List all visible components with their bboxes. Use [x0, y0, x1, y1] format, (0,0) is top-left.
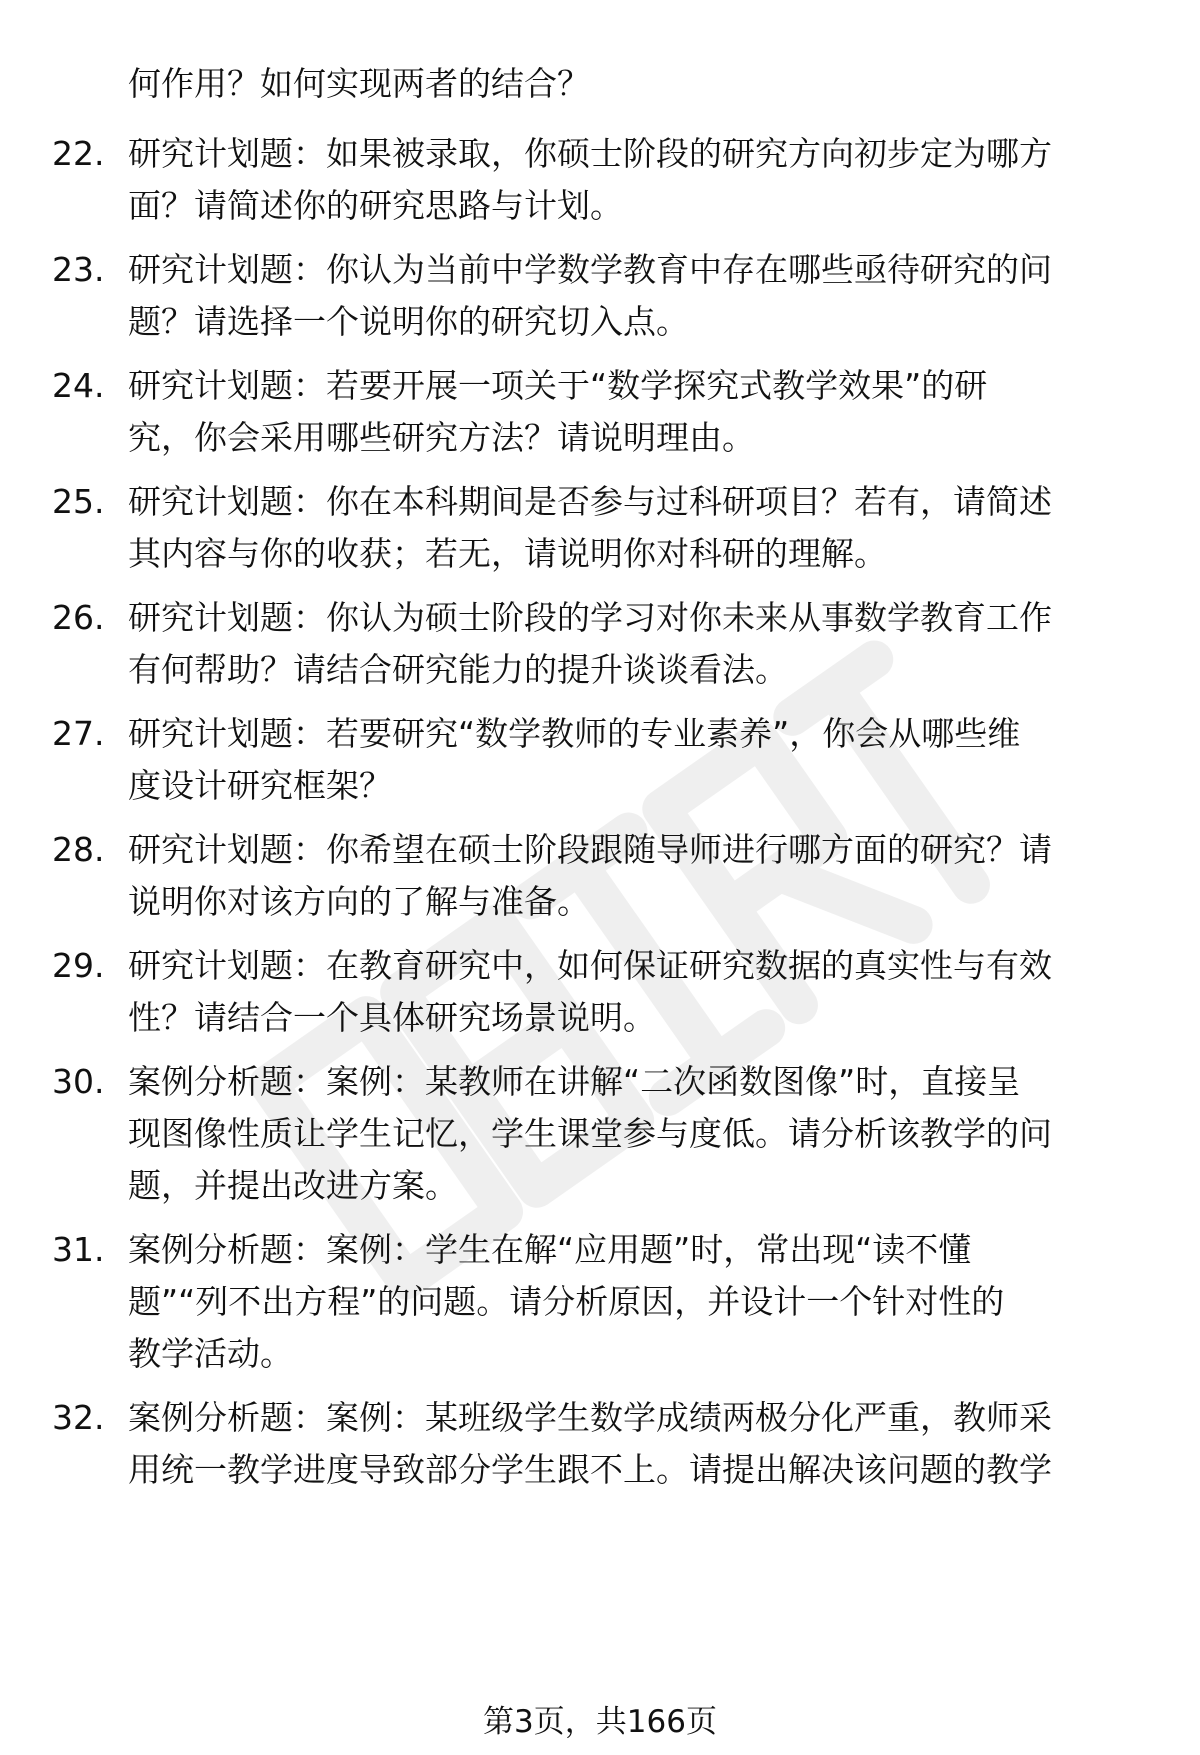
question-line: 案例分析题：案例：学生在解“应用题”时，常出现“读不懂: [128, 1230, 972, 1269]
question-line: 案例分析题：案例：某班级学生数学成绩两极分化严重，教师采: [128, 1398, 1052, 1437]
question-number: 27.: [52, 714, 105, 753]
question-text: [128, 476, 1138, 580]
page-footer: [0, 1702, 1200, 1742]
question-line: 研究计划题：如果被录取，你硕士阶段的研究方向初步定为哪方: [128, 134, 1052, 173]
question-line: 研究计划题：你在本科期间是否参与过科研项目？若有，请简述: [128, 482, 1052, 521]
question-line: 研究计划题：你认为硕士阶段的学习对你未来从事数学教育工作: [128, 598, 1052, 637]
question-line: 说明你对该方向的了解与准备。: [128, 882, 590, 921]
question-number: 26.: [52, 598, 105, 637]
question-text: [128, 1056, 1138, 1212]
question-line: 其内容与你的收获；若无，请说明你对科研的理解。: [128, 534, 887, 573]
question-line: 题，并提出改进方案。: [128, 1166, 458, 1205]
question-number: 32.: [52, 1398, 105, 1437]
question-text: [128, 940, 1138, 1044]
question-line: 研究计划题：在教育研究中，如何保证研究数据的真实性与有效: [128, 946, 1052, 985]
page-number-label: 第3页，共166页: [483, 1704, 717, 1740]
question-number: 25.: [52, 482, 105, 521]
question-line: 度设计研究框架？: [128, 766, 392, 805]
question-text: [128, 360, 1138, 464]
question-text: [128, 128, 1138, 232]
question-text: [128, 1392, 1138, 1496]
question-text: [128, 824, 1138, 928]
question-line: 有何帮助？请结合研究能力的提升谈谈看法。: [128, 650, 788, 689]
question-line: 用统一教学进度导致部分学生跟不上。请提出解决该问题的教学: [128, 1450, 1052, 1489]
question-line: 题”“列不出方程”的问题。请分析原因，并设计一个针对性的: [128, 1282, 1005, 1321]
continued-line: 何作用？如何实现两者的结合？: [128, 64, 590, 103]
question-number: 31.: [52, 1230, 105, 1269]
question-number: 22.: [52, 134, 105, 173]
question-text: [128, 244, 1138, 348]
question-number: 28.: [52, 830, 105, 869]
question-line: 研究计划题：若要开展一项关于“数学探究式教学效果”的研: [128, 366, 988, 405]
question-line: 题？请选择一个说明你的研究切入点。: [128, 302, 689, 341]
question-line: 研究计划题：你认为当前中学数学教育中存在哪些亟待研究的问: [128, 250, 1052, 289]
question-text: [128, 592, 1138, 696]
question-line: 研究计划题：若要研究“数学教师的专业素养”，你会从哪些维: [128, 714, 1021, 753]
question-number: 23.: [52, 250, 105, 289]
question-number: 29.: [52, 946, 105, 985]
question-line: 性？请结合一个具体研究场景说明。: [128, 998, 656, 1037]
question-text: [128, 1224, 1138, 1380]
question-line: 教学活动。: [128, 1334, 293, 1373]
question-line: 研究计划题：你希望在硕士阶段跟随导师进行哪方面的研究？请: [128, 830, 1052, 869]
question-number: 30.: [52, 1062, 105, 1101]
question-line: 案例分析题：案例：某教师在讲解“二次函数图像”时，直接呈: [128, 1062, 1021, 1101]
question-text: [128, 708, 1138, 812]
question-number: 24.: [52, 366, 105, 405]
question-line: 现图像性质让学生记忆，学生课堂参与度低。请分析该教学的问: [128, 1114, 1052, 1153]
question-line: 究，你会采用哪些研究方法？请说明理由。: [128, 418, 755, 457]
question-line: 面？请简述你的研究思路与计划。: [128, 186, 623, 225]
